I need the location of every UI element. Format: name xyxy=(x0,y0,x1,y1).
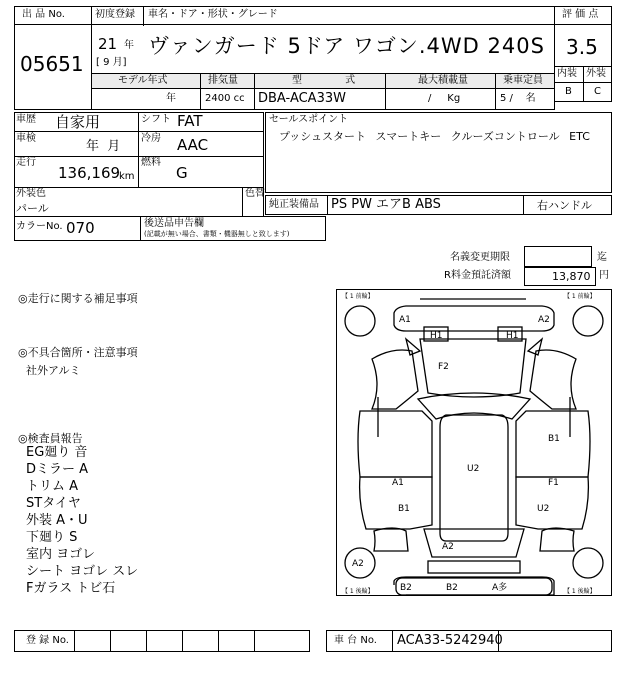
fuel-label: 燃料 xyxy=(141,157,161,168)
wheel-front-left xyxy=(345,306,375,336)
aftermarket-note: (記載が無い場合、書類・機器無しと致します) xyxy=(144,230,290,238)
mileage-unit: km xyxy=(119,171,135,182)
mark-h1-right: H1 xyxy=(506,331,519,341)
mark-b2-mid: B2 xyxy=(446,583,458,593)
lot-no: 05651 xyxy=(20,52,84,76)
mark-a2-rear: A2 xyxy=(442,542,454,552)
model-year-unit: 年 xyxy=(166,93,176,104)
color-no-label: カラーNo. xyxy=(16,221,63,232)
fuel-value: G xyxy=(176,164,188,182)
mark-b2-left: B2 xyxy=(400,583,412,593)
name-change-box xyxy=(524,246,592,267)
handle-value: 右ハンドル xyxy=(537,199,592,212)
roof xyxy=(440,415,508,541)
displacement-label: 排気量 xyxy=(208,75,238,86)
mark-a1-left: A1 xyxy=(392,478,404,488)
inspector-line: EG廻り 音 xyxy=(26,445,88,460)
equip-label: 純正装備品 xyxy=(269,199,319,210)
inspector-line: シート ヨゴレ スレ xyxy=(26,564,139,579)
details-box xyxy=(14,112,264,188)
mark-a-many: A多 xyxy=(492,583,508,593)
recycle-value: 13,870 xyxy=(552,270,591,283)
front-bumper xyxy=(394,306,554,331)
diagram-corner-tl: 【 1 前輪】 xyxy=(342,293,374,300)
quarter-left xyxy=(374,528,408,551)
diagram-corner-bl: 【 1 後輪】 xyxy=(342,588,374,595)
diagram-corner-tr: 【 1 前輪】 xyxy=(564,293,596,300)
equip-value: PS PW エアB ABS xyxy=(331,197,441,212)
inspection-value: 年 月 xyxy=(86,139,121,154)
shift-value: FAT xyxy=(177,112,203,130)
hood xyxy=(420,339,526,397)
inspection-label: 車検 xyxy=(16,133,36,144)
defects-label: ◎不具合箇所・注意事項 xyxy=(18,346,138,359)
mirror-left xyxy=(406,339,420,355)
interior-value: B xyxy=(565,86,572,97)
inspector-line: 室内 ヨゴレ xyxy=(26,547,96,562)
color-label: 外装色 xyxy=(16,188,46,199)
mark-u2-center: U2 xyxy=(467,464,480,474)
first-reg-label: 初度登録 xyxy=(95,9,135,20)
mark-u2-right: U2 xyxy=(537,504,550,514)
year-unit: 年 xyxy=(124,40,134,51)
inspector-line: Dミラー A xyxy=(26,462,89,477)
mark-f1: F1 xyxy=(548,478,559,488)
inspector-line: 外装 A・U xyxy=(26,513,88,528)
reg-label: 登 録 No. xyxy=(26,635,69,646)
type-label: 型 式 xyxy=(292,75,376,86)
model-name: ヴァンガード 5ドア ワゴン.4WD 240S xyxy=(148,34,545,58)
ac-label: 冷房 xyxy=(141,133,161,144)
aftermarket-label: 後送品申告欄 xyxy=(144,218,204,229)
first-reg-month: [ 9 月] xyxy=(96,57,127,68)
mileage-value: 136,169 xyxy=(58,164,121,182)
ac-value: AAC xyxy=(177,136,209,154)
tailgate xyxy=(424,529,524,557)
inspector-line: トリム A xyxy=(26,479,79,494)
inspector-lines xyxy=(26,446,138,599)
exterior-label: 外装 xyxy=(586,68,606,79)
shift-label: シフト xyxy=(141,114,171,125)
sales-text: プッシュスタート スマートキー クルーズコントロール ETC xyxy=(279,130,590,143)
wheel-rear-right xyxy=(573,548,603,578)
rear-garnish xyxy=(428,561,520,573)
door-front-left xyxy=(358,411,432,477)
rear-bumper xyxy=(394,577,554,595)
model-year-label: モデル年式 xyxy=(118,75,168,86)
mark-a1-top: A1 xyxy=(399,315,411,325)
recycle-unit: 円 xyxy=(599,270,609,281)
color-value: パール xyxy=(16,202,49,215)
mileage-label: 走行 xyxy=(16,157,36,168)
mirror-right xyxy=(528,339,542,355)
mark-h1-left: H1 xyxy=(430,331,443,341)
first-reg-year: 21 xyxy=(98,35,118,53)
color-box xyxy=(14,187,264,217)
inspector-line: STタイヤ xyxy=(26,496,81,511)
diagram-corner-br: 【 1 後輪】 xyxy=(564,588,596,595)
capacity: 5 / 名 xyxy=(500,93,536,104)
mark-a2-top: A2 xyxy=(538,315,550,325)
quarter-right xyxy=(540,528,574,551)
sales-label: セールスポイント xyxy=(269,114,349,125)
history-label: 車歴 xyxy=(16,114,36,125)
rear-bumper-lower xyxy=(396,578,552,595)
exterior-value: C xyxy=(594,86,601,97)
mark-b1-left: B1 xyxy=(398,504,410,514)
inspector-label: ◎検査員報告 xyxy=(18,432,83,445)
color-no-value: 070 xyxy=(66,219,95,237)
mark-a2-wheel: A2 xyxy=(352,559,364,569)
driving-label: ◎走行に関する補足事項 xyxy=(18,292,138,305)
door-front-right xyxy=(516,411,590,477)
model-label: 車名・ドア・形状・グレード xyxy=(148,9,278,20)
mark-b1-right: B1 xyxy=(548,434,560,444)
chassis-value: ACA33-5242940 xyxy=(397,633,503,648)
history-value: 自家用 xyxy=(55,113,101,131)
lot-no-label: 出 品 No. xyxy=(22,9,65,20)
wheel-front-right xyxy=(573,306,603,336)
defects-text: 社外アルミ xyxy=(26,364,81,377)
displacement: 2400 cc xyxy=(205,93,245,104)
chassis-label: 車 台 No. xyxy=(334,635,377,646)
capacity-label: 乗車定員 xyxy=(503,75,543,86)
color-change-label: 色替 xyxy=(245,188,265,199)
mark-f2: F2 xyxy=(438,362,449,372)
front-fender-left xyxy=(372,350,418,409)
type-value: DBA-ACA33W xyxy=(258,91,346,106)
inspector-line: 下廻り S xyxy=(26,530,78,545)
name-change-unit: 迄 xyxy=(597,252,607,263)
front-fender-right xyxy=(530,350,576,409)
grade-label: 評 価 点 xyxy=(562,9,599,20)
max-load: / Kg xyxy=(428,93,461,104)
car-diagram xyxy=(336,289,612,596)
inspector-line: Fガラス トビ石 xyxy=(26,581,116,596)
interior-label: 内装 xyxy=(557,68,577,79)
grade-value: 3.5 xyxy=(566,35,598,59)
max-load-label: 最大積載量 xyxy=(418,75,468,86)
recycle-label: R料金預託済額 xyxy=(444,270,511,281)
name-change-label: 名義変更期限 xyxy=(450,252,510,263)
